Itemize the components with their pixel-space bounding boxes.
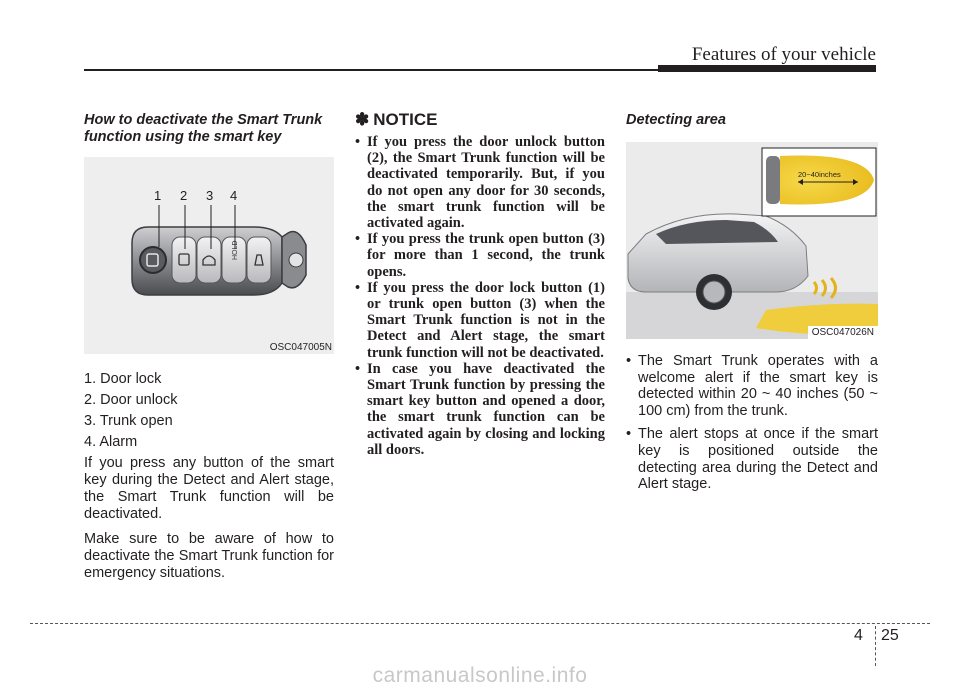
- header-rule-accent: [658, 65, 876, 72]
- list-item: • The alert stops at once if the smart key is positioned outside the detecting area during the Detect and Alert stage.: [626, 426, 878, 492]
- emergency-paragraph: Make sure to be aware of how to deactivate the Smart Trunk function for emergency situations.: [84, 531, 334, 581]
- callout-4: 4: [230, 188, 238, 203]
- notice-heading: [355, 110, 605, 130]
- callout-1: 1: [154, 188, 162, 203]
- chapter-number: 4: [854, 627, 863, 644]
- detecting-area-list: [626, 353, 878, 493]
- column-3: [626, 108, 878, 500]
- notice-title: NOTICE: [373, 110, 438, 129]
- list-item: • The Smart Trunk operates with a welcome alert if the smart key is detected within 20 ~ 40 inches (50 ~ 100 cm) from the trunk.: [626, 353, 878, 419]
- deactivate-paragraph: If you press any button of the smart key during the Detect and Alert stage, the Smart Trunk function will be deactivated.: [84, 455, 334, 522]
- column-1: [84, 108, 334, 582]
- detecting-area-heading: Detecting area: [626, 112, 726, 128]
- smart-key-heading-line2: function using the smart key: [84, 129, 282, 145]
- detecting-area-figure: [626, 142, 878, 339]
- footer-rule: [30, 623, 930, 624]
- list-item: • If you press the door lock button (1) or trunk open button (3) when the Smart Trunk function is not in the Detect and Alert stage, the smart trunk function will not be deactivated.: [355, 280, 605, 361]
- column-2: [355, 108, 605, 458]
- distance-label: 20~40inches: [798, 170, 841, 179]
- figure-code: OSC047026N: [808, 326, 878, 339]
- figure-code: OSC047005N: [269, 342, 332, 353]
- notice-list: [355, 134, 605, 458]
- smart-key-figure: [84, 157, 334, 354]
- list-item: • If you press the door unlock button (2), the Smart Trunk function will be deactivated temporarily. But, if you do not open any door for 30 seconds, the smart trunk function will be activated again.: [355, 134, 605, 231]
- button-list: [84, 371, 334, 451]
- callout-2: 2: [180, 188, 188, 203]
- section-title: Features of your vehicle: [691, 44, 876, 65]
- smart-key-heading: [84, 112, 334, 146]
- list-item: 1. Door lock: [84, 371, 162, 387]
- svg-text:HOLD: HOLD: [232, 240, 239, 260]
- watermark: carmanualsonline.info: [372, 664, 588, 687]
- smart-key-heading-line1: How to deactivate the Smart Trunk: [84, 112, 323, 128]
- list-item: 2. Door unlock: [84, 392, 178, 408]
- callout-3: 3: [206, 188, 214, 203]
- smart-key-illustration: [84, 157, 334, 354]
- page-number: 25: [881, 627, 899, 644]
- list-item: 3. Trunk open: [84, 413, 173, 429]
- page-number-separator: [875, 626, 876, 666]
- list-item: 4. Alarm: [84, 434, 138, 450]
- list-item: • If you press the trunk open button (3) for more than 1 second, the trunk opens.: [355, 231, 605, 280]
- list-item: • In case you have deactivated the Smart Trunk function by pressing the smart key button and opened a door, the smart trunk function can be activated again by closing and locking all doors.: [355, 361, 605, 458]
- notice-icon: ✽: [355, 110, 370, 129]
